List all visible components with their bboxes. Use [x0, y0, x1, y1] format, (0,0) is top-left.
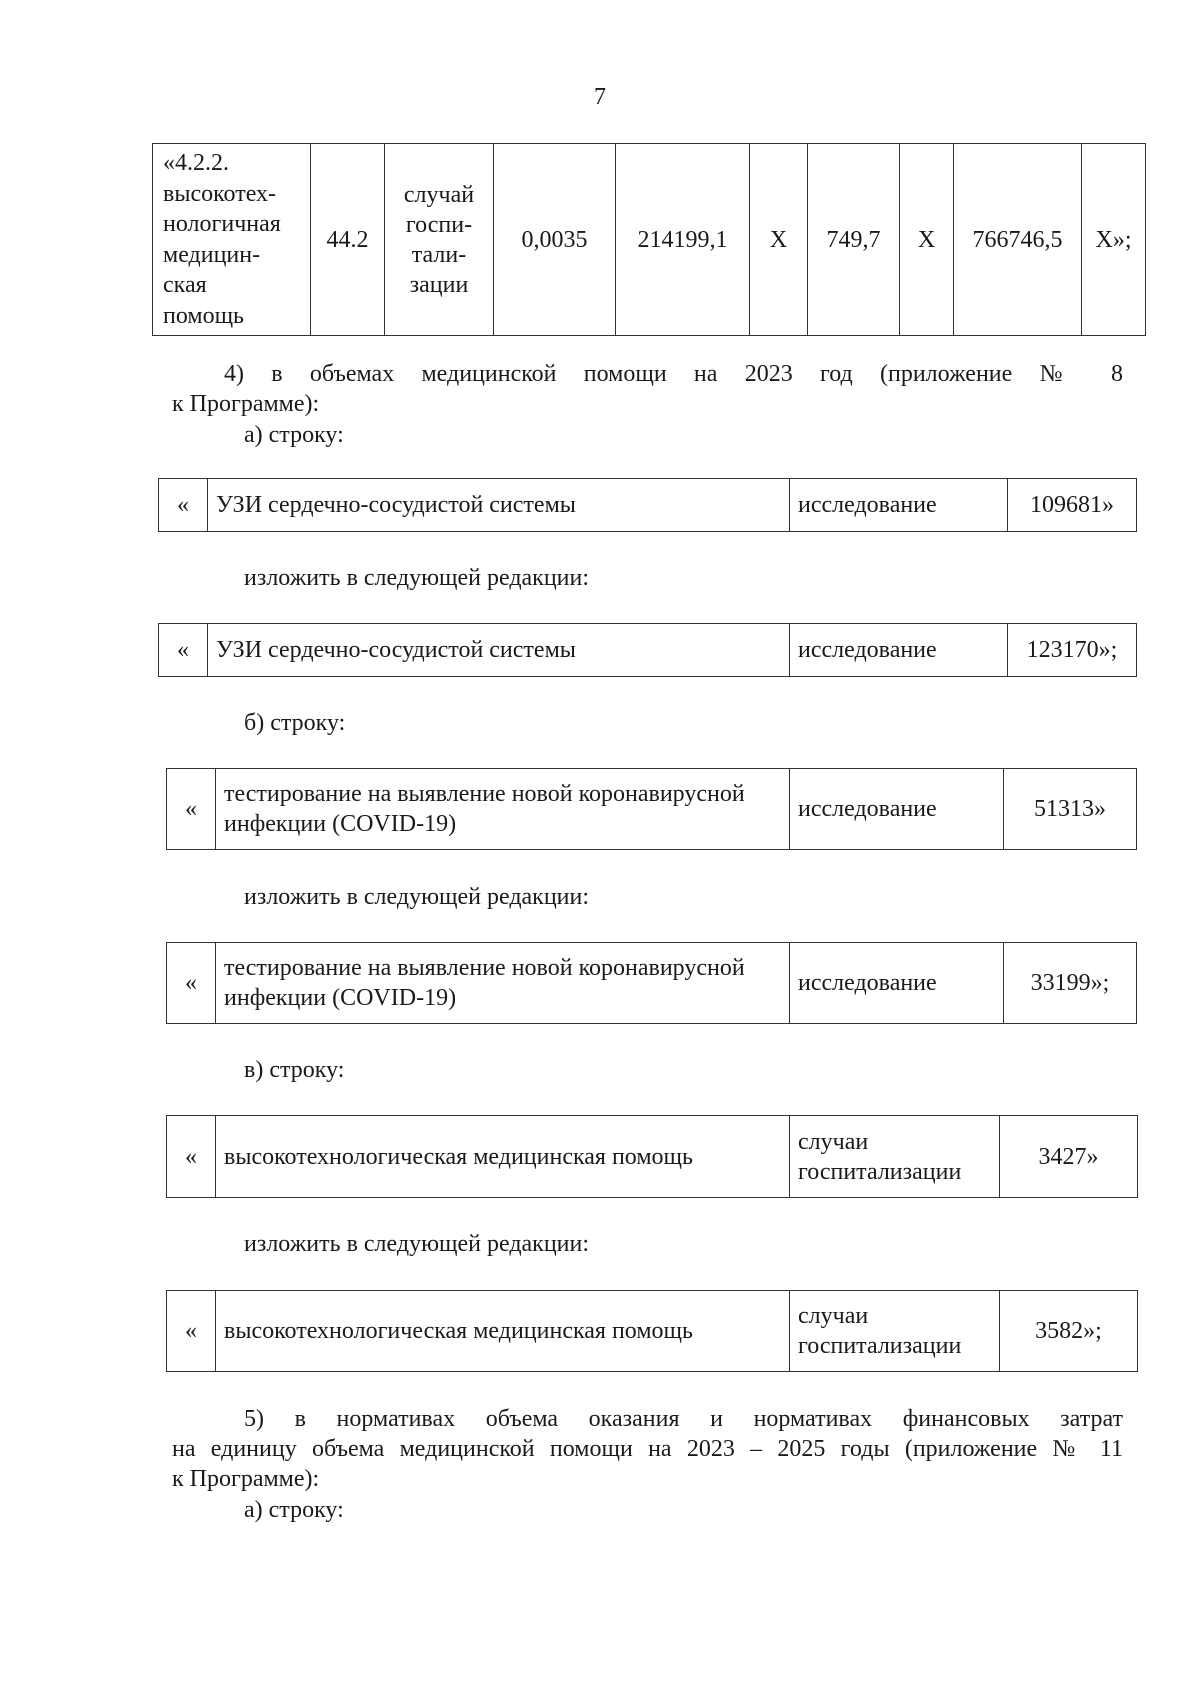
service-name: высокотехнологическая медицинская помощь: [216, 1116, 790, 1198]
top-table-cell-volume: 0,0035: [494, 144, 616, 336]
table-row: [167, 943, 1137, 1024]
volume-value: 33199»;: [1004, 943, 1137, 1024]
service-name: тестирование на выявление новой коронавирусной инфекции (COVID-19): [216, 943, 790, 1024]
table-row: [159, 479, 1137, 532]
replace-caption-1: изложить в следующей редакции:: [244, 565, 590, 591]
table-row: [167, 769, 1137, 850]
paragraph-5-line2: на единицу объема медицинской помощи на 2023 – 2025 годы (приложение № 11: [172, 1436, 1123, 1462]
service-name: тестирование на выявление новой коронавирусной инфекции (COVID-19): [216, 769, 790, 850]
opening-quote: «: [167, 943, 216, 1024]
volume-value: 51313»: [1004, 769, 1137, 850]
opening-quote: «: [167, 1116, 216, 1198]
service-name: высокотехнологическая медицинская помощь: [216, 1291, 790, 1372]
replace-caption-3: изложить в следующей редакции:: [244, 1231, 590, 1257]
unit-name: исследование: [790, 943, 1004, 1024]
top-table-cell-x1: Х: [750, 144, 808, 336]
top-table-cell-unit: случай госпи- тали- зации: [385, 144, 494, 336]
unit-name: исследование: [790, 769, 1004, 850]
paragraph-5-line1: 5) в нормативах объема оказания и нормативах финансовых затрат: [244, 1406, 1123, 1432]
opening-quote: «: [167, 1291, 216, 1372]
top-table-cell-total: 766746,5: [954, 144, 1082, 336]
paragraph-5-line3: к Программе):: [172, 1466, 320, 1492]
unit-name: исследование: [790, 624, 1008, 677]
volume-table-5: [166, 1115, 1138, 1198]
top-table-cell-per-capita: 749,7: [808, 144, 900, 336]
unit-name: случаи госпитализации: [790, 1116, 1000, 1198]
volume-value: 3427»: [1000, 1116, 1138, 1198]
table-row: [167, 1116, 1138, 1198]
top-table-cell-x2: Х: [900, 144, 954, 336]
volume-table-6: [166, 1290, 1138, 1372]
top-table-cell-code: 44.2: [311, 144, 385, 336]
volume-value: 3582»;: [1000, 1291, 1138, 1372]
opening-quote: «: [167, 769, 216, 850]
volume-table-2: [158, 623, 1137, 677]
unit-name: случаи госпитализации: [790, 1291, 1000, 1372]
volume-table-3: [166, 768, 1137, 850]
top-table-row: [153, 144, 1146, 336]
volume-value: 123170»;: [1008, 624, 1137, 677]
opening-quote: «: [159, 624, 208, 677]
replace-caption-2: изложить в следующей редакции:: [244, 884, 590, 910]
paragraph-5a: а) строку:: [244, 1497, 344, 1523]
paragraph-4a: а) строку:: [244, 422, 344, 448]
volume-table-4: [166, 942, 1137, 1024]
page-number: 7: [594, 84, 606, 110]
paragraph-4-line1: 4) в объемах медицинской помощи на 2023 год (приложение № 8: [224, 361, 1123, 387]
top-table-cell-name: «4.2.2. высокотех- нологичная медицин- ская помощь: [153, 144, 311, 336]
paragraph-4b: б) строку:: [244, 710, 346, 736]
table-row: [167, 1291, 1138, 1372]
top-table-cell-x3: Х»;: [1082, 144, 1146, 336]
opening-quote: «: [159, 479, 208, 532]
service-name: УЗИ сердечно-сосудистой системы: [208, 624, 790, 677]
volume-value: 109681»: [1008, 479, 1137, 532]
paragraph-4-line2: к Программе):: [172, 391, 320, 417]
table-row: [159, 624, 1137, 677]
unit-name: исследование: [790, 479, 1008, 532]
service-name: УЗИ сердечно-сосудистой системы: [208, 479, 790, 532]
top-table: [152, 143, 1146, 336]
paragraph-4c: в) строку:: [244, 1057, 345, 1083]
top-table-cell-cost: 214199,1: [616, 144, 750, 336]
volume-table-1: [158, 478, 1137, 532]
